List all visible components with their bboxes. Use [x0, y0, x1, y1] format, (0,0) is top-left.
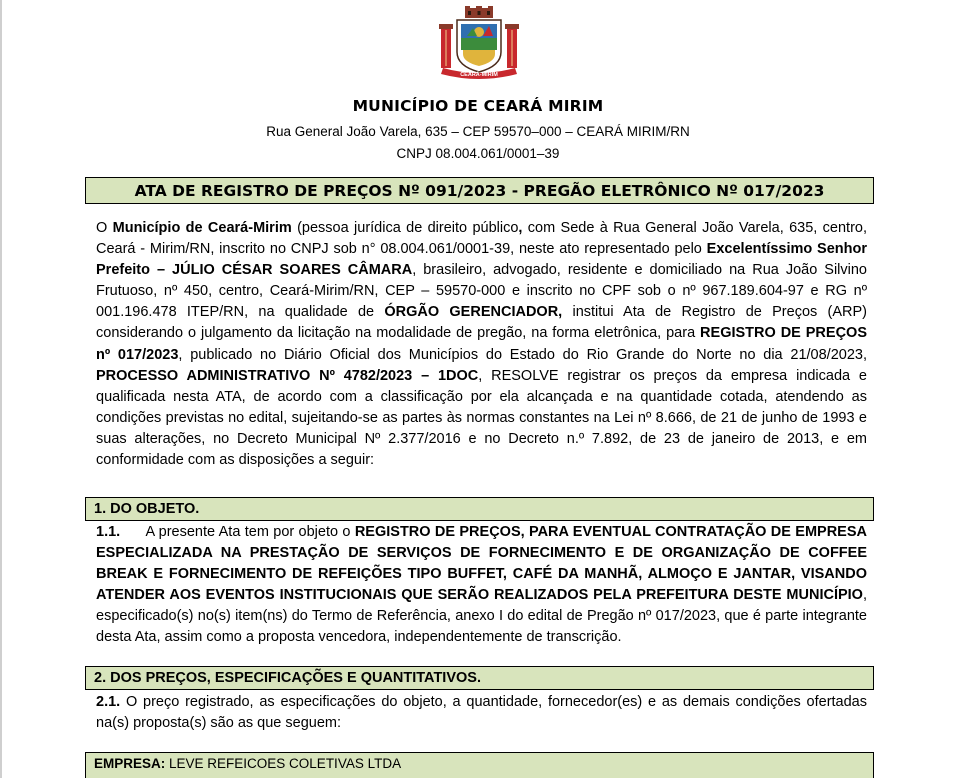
crest-ribbon-text: CEARÁ-MIRIM — [460, 72, 498, 78]
municipality-cnpj: CNPJ 08.004.061/0001–39 — [396, 146, 560, 161]
section-heading-objeto: 1. DO OBJETO. — [85, 497, 874, 521]
empresa-value: LEVE REFEICOES COLETIVAS LTDA — [165, 756, 402, 771]
section-heading-precos: 2. DOS PREÇOS, ESPECIFICAÇÕES E QUANTITATIVOS. — [85, 666, 874, 690]
intro-paragraph: O Município de Ceará-Mirim (pessoa jurídica de direito público, com Sede à Rua General João Varela, 635, centro, Ceará - Mirim/RN, inscrito no CNPJ sob n° 08.004.061/0001-39, neste ato representado pelo Excelentíssimo Senhor Prefeito – JÚLIO CÉSAR SOARES CÂMARA, brasileiro, advogado, residente e domiciliado na Rua João Silvino Frutuoso, nº 450, centro, Ceará-Mirim/RN, CEP – 59570-000 e inscrito no CPF sob o nº 967.189.604-97 e RG nº 001.196.478 ITEP/RN, na qualidade de ÓRGÃO GERENCIADOR, institui Ata de Registro de Preços (ARP) considerando o julgamento da licitação na modalidade de pregão, na forma eletrônica, para REGISTRO DE PREÇOS nº 017/2023, publicado no Diário Oficial dos Municípios do Estado do Rio Grande do Norte no dia 21/08/2023, PROCESSO ADMINISTRATIVO Nº 4782/2023 – 1DOC, RESOLVE registrar os preços da empresa indicada e qualificada nesta ATA, de acordo com a classificação por ela alcançada e na quantidade cotada, atendendo as condições previstas no edital, sujeitando-se as partes às normas constantes na Lei nº 8.666, de 21 de junho de 1993 e suas alterações, no Decreto Municipal Nº 2.377/2016 e no Decreto n.º 7.892, de 23 de janeiro de 2013, e em conformidade com as disposições a seguir: — [96, 220, 868, 469]
clause-1-1: 1.1. A presente Ata tem por objeto o REGISTRO DE PREÇOS, PARA EVENTUAL CONTRATAÇÃO DE EMPRESA ESPECIALIZADA NA PRESTAÇÃO DE SERVIÇOS DE FORNECIMENTO E DE ORGANIZAÇÃO DE COFFEE BREAK E FORNECIMENTO DE REFEIÇÕES TIPO BUFFET, CAFÉ DA MANHÃ, ALMOÇO E JANTAR, VISANDO ATENDER AOS EVENTOS INSTITUCIONAIS QUE SERÃO REALIZADOS PELA PREFEITURA DESTE MUNICÍPIO, especificado(s) no(s) item(ns) do Termo de Referência, anexo I do edital de Pregão nº 017/2023, que é parte integrante desta Ata, assim como a proposta vencedora, independentemente de transcrição. — [96, 524, 867, 646]
clause-number: 1.1. — [96, 524, 121, 540]
municipality-address: Rua General João Varela, 635 – CEP 59570–000 – CEARÁ MIRIM/RN — [266, 124, 690, 139]
clause-2-1: 2.1. O preço registrado, as especificações do objeto, a quantidade, fornecedor(es) e as demais condições ofertadas na(s) proposta(s) são as que seguem: — [96, 694, 867, 732]
municipality-title: MUNICÍPIO DE CEARÁ MIRIM — [352, 97, 604, 115]
document-title-banner: ATA DE REGISTRO DE PREÇOS Nº 091/2023 - PREGÃO ELETRÔNICO Nº 017/2023 — [85, 177, 874, 204]
municipal-crest-logo — [433, 6, 525, 82]
clause-number: 2.1. — [96, 694, 121, 710]
page-edge — [0, 0, 2, 778]
empresa-row — [85, 752, 874, 778]
empresa-label: EMPRESA: — [94, 756, 166, 771]
